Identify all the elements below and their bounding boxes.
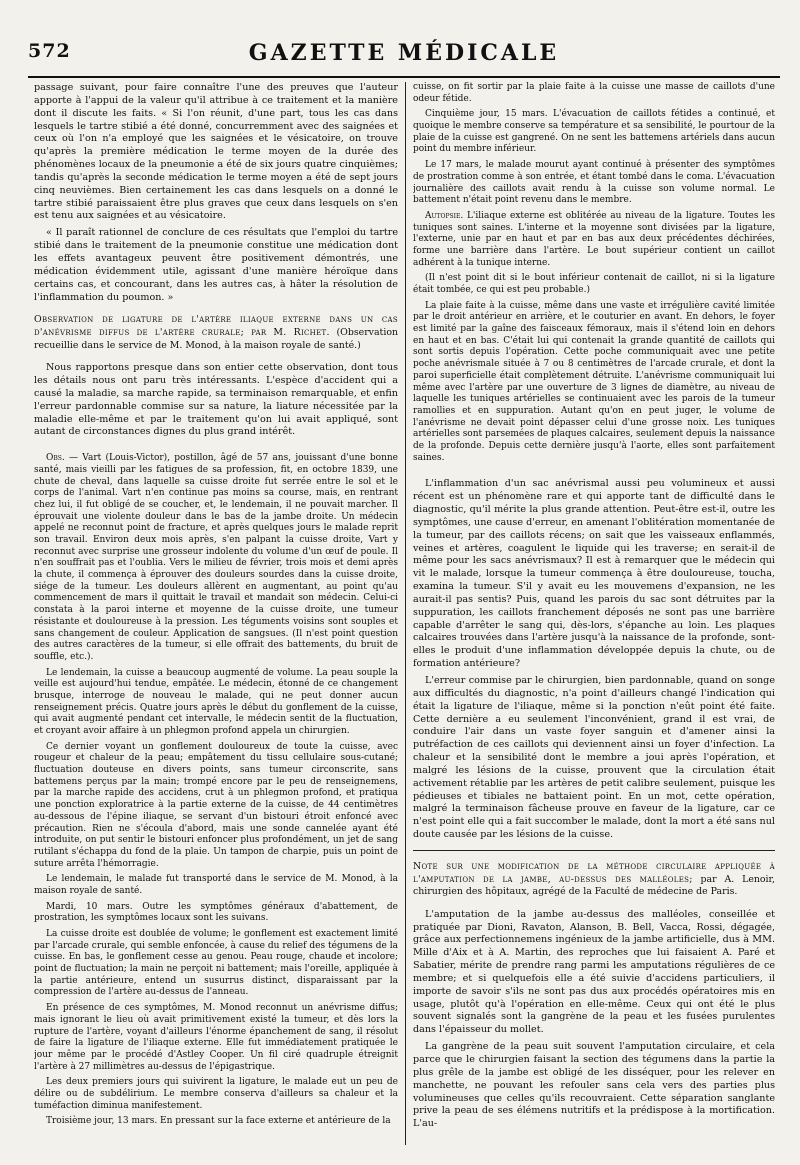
- autopsy-label: Autopsie.: [425, 210, 464, 221]
- paragraph: Le lendemain, la cuisse a beaucoup augmenté de volume. La peau souple la veille est aujourd'hui tendue, empâtée. Le médecin, étonné de ce changement brusque, interroge de nouveau le malade, qui ne peut donner aucun renseignement précis. Quatre jours après le début du gonflement de la cuisse, qui avait augmenté pendant cet intervalle, le médecin sentit de la fluctuation, et croyant avoir affaire à un phlegmon profond appela un chirurgien.: [34, 667, 398, 736]
- paragraph: L'amputation de la jambe au-dessus des malléoles, conseillée et pratiquée par Dioni, Ravaton, Alanson, B. Bell, Vacca, Rossi, dégagée, grâce aux perfectionnemens ingénieux de la jambe artificielle, dus à MM. Mille d'Aix et à A. Martin, des reproches que lui faisaient A. Paré et Sabatier, mérite de prendre rang parmi les amputations régulières de ce membre; et si quelquefois elle a été suivie d'accidens particuliers, il importe de savoir s'ils ne sont pas dus aux procédés opératoires mis en usage, plutôt qu'à l'opération en elle-même. Ceux qui ont été le plus souvent signalés sont la gangrène de la peau et les fusées purulentes dans l'épaisseur du mollet.: [413, 908, 775, 1036]
- heading-title: Observation de ligature de l'artère iliaque externe dans un cas d'anévrisme diffus de l'artère crurale; par M. Richet.: [34, 314, 398, 338]
- observation-paragraph: [34, 453, 398, 663]
- journal-title: GAZETTE MÉDICALE: [248, 40, 560, 66]
- paragraph: Les deux premiers jours qui suivirent la ligature, le malade eut un peu de délire ou de subdélirium. Le membre conserva d'ailleurs sa chaleur et la tuméfaction diminua manifestement.: [34, 1077, 398, 1111]
- paragraph: Mardi, 10 mars. Outre les symptômes généraux d'abattement, de prostration, les symptômes locaux sont les suivans.: [34, 901, 398, 924]
- paragraph: Nous rapportons presque dans son entier cette observation, dont tous les détails nous ont paru très intéressants. L'espèce d'accident qui a causé la maladie, sa marche rapide, sa terminaison remarquable, et enfin l'erreur pardonnable commise sur sa nature, la liature nécessitée par la maladie elle-même et par le traitement qu'on lui avait appliqué, sont autant de circonstances dignes du plus grand intérêt.: [34, 362, 398, 438]
- spacer: [413, 468, 775, 478]
- paragraph: L'inflammation d'un sac anévrismal aussi peu volumineux et aussi récent est un phénomène rare et qui apporte tant de difficulté dans le diagnostic, qu'il mérite la plus grande attention. Peut-être est-il, outre les symptômes, une cause d'erreur, en amenant l'oblitération momentanée de la tumeur, par des caillots récens; on sait que les vaisseaux enflammés, veines et artères, coagulent le liquide qui les traverse; en serait-il de même pour les sacs anévrismaux? Il est à remarquer que le médecin qui vit le malade, lorsque la tumeur commença à être douloureuse, toucha, examina la tumeur. S'il y avait eu les mouvemens d'expansion, ne les aurait-il pas sentis? Puis, quand les parois du sac sont détruites par la suppuration, les caillots franchement déposés ne sont pas une barrière capable d'arrêter le sang qui, dès-lors, s'épanche au loin. Les plaques calcaires trouvées dans l'artère jusqu'à la naissance de la profonde, sont-elles le produit d'une inflammation développée depuis la chute, ou de formation antérieure?: [413, 478, 775, 670]
- paragraph: Ce dernier voyant un gonflement douloureux de toute la cuisse, avec rougeur et chaleur de la peau; empâtement du tissu cellulaire sous-cutané; fluctuation douteuse en divers points, sans tumeur circonscrite, sans battemens perçus par la main; trompé encore par le peu de renseignemens, par la marche rapide des accidens, crut à un phlegmon profond, et pratiqua une ponction exploratrice à la partie externe de la cuisse, de 44 centimètres au-dessous de l'épine iliaque, se servant d'un bistouri étroit enfoncé avec précaution. Rien ne s'écoula d'abord, mais une sonde cannelée ayant été introduite, on put sentir le bistouri enfoncer plus profondément, un jet de sang rutilant s'échappa du fond de la plaie. Un tampon de charpie, puis un point de suture arrêta l'hémorragie.: [34, 741, 398, 869]
- left-column: [34, 82, 398, 1141]
- paragraph: « Il paraît rationnel de conclure de ces résultats que l'emploi du tartre stibié dans le traitement de la pneumonie constitue une médication dont les effets avantageux peuvent être positivement démontrés, une médication évidemment utile, agissant d'une manière héroïque dans certains cas, et concourant, dans les autres cas, à hâter la résolution de l'inflammation du poumon. »: [34, 227, 398, 303]
- section-rule: [413, 850, 775, 851]
- page-header: [28, 40, 780, 78]
- paragraph: cuisse, on fit sortir par la plaie faite à la cuisse une masse de caillots d'une odeur fétide.: [413, 82, 775, 104]
- observation-text: — Vart (Louis-Victor), postillon, âgé de 57 ans, jouissant d'une bonne santé, mais vieilli par les fatigues de sa profession, fit, en octobre 1839, une chute de cheval, dans laquelle sa cuisse droite fut serrée entre le sol et le corps de l'animal. Vart n'en continue pas moins sa course, mais, en rentrant chez lui, il fut obligé de se coucher, et, le lendemain, il ne pouvait marcher. Il éprouvait une violente douleur dans le bas de la jambe droite. Un médecin appelé ne reconnut point de fracture, et après quelques jours le malade reprit son travail. Environ deux mois après, s'en palpant la cuisse droite, Vart y reconnut avec surprise une grosseur indolente du volume d'un œuf de poule. Il n'en souffrait pas et l'oublia. Vers le milieu de février, trois mois et demi après la chute, il commença à éprouver des douleurs sourdes dans la cuisse droite, siége de la tumeur. Les douleurs allèrent en augmentant, au point qu'au commencement de mars il quittait le travail et mandait son médecin. Celui-ci constata à la paroi interne et moyenne de la cuisse droite, une tumeur résistante et douloureuse à la pression. Les téguments voisins sont souples et sans changement de couleur. Application de sangsues. (Il n'est point question des autres caractères de la tumeur, si elle offrait des battements, du bruit de souffle, etc.).: [34, 453, 398, 662]
- paragraph: La cuisse droite est doublée de volume; le gonflement est exactement limité par l'arcade crurale, qui semble enfoncée, à cause du relief des tégumens de la cuisse. En bas, le gonflement cesse au genou. Peau rouge, chaude et incolore; point de fluctuation; la main ne perçoit ni battement; mais l'oreille, appliquée à la partie antérieure, entend un susurrus distinct, disparaissant par la compression de l'artère au-dessus de l'anneau.: [34, 929, 398, 998]
- right-column: [413, 82, 775, 1141]
- paragraph: La gangrène de la peau suit souvent l'amputation circulaire, et cela parce que le chirurgien faisant la section des tégumens dans la partie la plus grêle de la jambe est obligé de les disséquer, pour les relever en manchette, ne pouvant les refouler sans cela vers des parties plus volumineuses que celles qu'ils recouvraient. Cette séparation sanglante prive la peau de ses élémens nutritifs et la prédispose à la mortification. L'au-: [413, 1041, 775, 1130]
- paragraph: En présence de ces symptômes, M. Monod reconnut un anévrisme diffus; mais ignorant le lieu où avait primitivement existé la tumeur, et dès lors la rupture de l'artère, voyant d'ailleurs l'énorme épanchement de sang, il résolut de faire la ligature de l'iliaque externe. Elle fut immédiatement pratiquée le jour même par le procédé d'Astley Cooper. Un fil ciré quadruple étreignit l'artère à 27 millimètres au-dessus de l'épigastrique.: [34, 1003, 398, 1072]
- paragraph: (Il n'est point dit si le bout inférieur contenait de caillot, ni si la ligature était tombée, ce qui est peu probable.): [413, 273, 775, 295]
- autopsy-paragraph: [413, 211, 775, 269]
- page-number: 572: [28, 40, 71, 62]
- heading-subtitle: (Observation recueillie dans le service de M. Monod, à la maison royale de santé.): [34, 326, 398, 351]
- paragraph: Le 17 mars, le malade mourut ayant continué à présenter des symptômes de prostration comme à son entrée, et étant tombé dans le coma. L'évacuation journalière des caillots avait rendu à la cuisse son volume normal. Le battement n'était point revenu dans le membre.: [413, 160, 775, 206]
- article-heading-ligature: [34, 314, 398, 352]
- paragraph: Cinquième jour, 15 mars. L'évacuation de caillots fétides a continué, et quoique le membre conserve sa température et sa sensibilité, le pourtour de la plaie de la cuisse est gangrené. On ne sent les battemens artériels dans aucun point du membre inférieur.: [413, 109, 775, 155]
- paragraph: Troisième jour, 13 mars. En pressant sur la face externe et antérieure de la: [46, 1116, 391, 1127]
- paragraph: La plaie faite à la cuisse, même dans une vaste et irrégulière cavité limitée par le droit antérieur en arrière, et le couturier en avant. En dehors, le foyer est limité par la gaîne des faisceaux fémoraux, mais il s'étend loin en dehors en haut et en bas. C'était lui qui contenait la grande quantité de caillots qui sont sortis depuis l'opération. Cette poche communiquait avec une petite poche anévrismale située à 7 ou 8 centimètres de l'arcade crurale, et dont la paroi superficielle était complètement détruite. L'anévrisme communiquait lui même avec l'artère par une ouverture de 3 lignes de diamètre, au niveau de laquelle les tuniques artérielles se continuaient avec les parois de la tumeur ramollies et en suppuration. Autant qu'on en peut juger, le volume de l'anévrisme ne devait point dépasser celui d'une grosse noix. Les tuniques artérielles sont parsemées de plaques calcaires, seulement depuis la naissance de la profonde. Depuis cette dernière jusqu'à l'aorte, elles sont parfaitement saines.: [413, 300, 775, 463]
- autopsy-text: L'iliaque externe est oblitérée au niveau de la ligature. Toutes les tuniques sont saines. L'interne et la moyenne sont divisées par la ligature, l'externe, unie par en haut et par en bas aux deux précédentes déchirées, forme une barrière dans l'artère. Le bout supérieur contient un caillot adhérent à la tunique interne.: [413, 210, 775, 268]
- observation-label: Obs.: [46, 453, 65, 464]
- article-heading-amputation: [413, 861, 775, 899]
- paragraph: L'erreur commise par le chirurgien, bien pardonnable, quand on songe aux difficultés du diagnostic, n'a point d'ailleurs changé l'indication qui était la ligature de l'iliaque, même si la ponction n'eût point été faite. Cette dernière a eu seulement l'inconvénient, grand il est vrai, de conduire l'air dans un vaste foyer sanguin et d'amener ainsi la putréfaction de ces caillots qui deviennent ainsi un foyer d'infection. La chaleur et la sensibilité dont le membre a joui après l'opération, et malgré les lésions de la cuisse, prouvent que la circulation était activement rétablie par les artères de petit calibre seulement, puisque les pédieuses et tibiales ne battaient point. En un mot, cette opération, malgré la terminaison fâcheuse prouve en faveur de la ligature, car ce n'est point elle qui a fait succomber le malade, dont la mort a été sans nul doute causée par les lésions de la cuisse.: [413, 674, 775, 841]
- paragraph: Le lendemain, le malade fut transporté dans le service de M. Monod, à la maison royale de santé.: [34, 874, 398, 896]
- paragraph: passage suivant, pour faire connaître l'une des preuves que l'auteur apporte à l'appui de la valeur qu'il attribue à ce traitement et la manière dont il discute les faits. « Si l'on réunit, d'une part, tous les cas dans lesquels le tartre stibié a été donné, concurremment avec des saignées et ceux où l'on n'a employé que les saignées et le vésicatoire, on trouve qu'après la première médication le terme moyen de la durée des phénomènes locaux de la pneumonie a été de six jours quatre cinquièmes; tandis qu'après la seconde médication le terme moyen a été de sept jours cinq neuvièmes. Bien certainement les cas dans lesquels on a donné le tartre stibié paraissaient être plus graves que ceux dans lesquels on s'en est tenu aux saignées et au vésicatoire.: [34, 82, 398, 222]
- column-divider: [405, 82, 406, 1145]
- spacer: [34, 443, 398, 453]
- heading-subtitle: par A. Lenoir, chirurgien des hôpitaux, agrégé de la Faculté de médecine de Paris.: [413, 873, 775, 898]
- heading-title: Note sur une modification de la méthode circulaire appliquée à l'amputation de la jambe, au-dessus des malléoles;: [413, 860, 775, 885]
